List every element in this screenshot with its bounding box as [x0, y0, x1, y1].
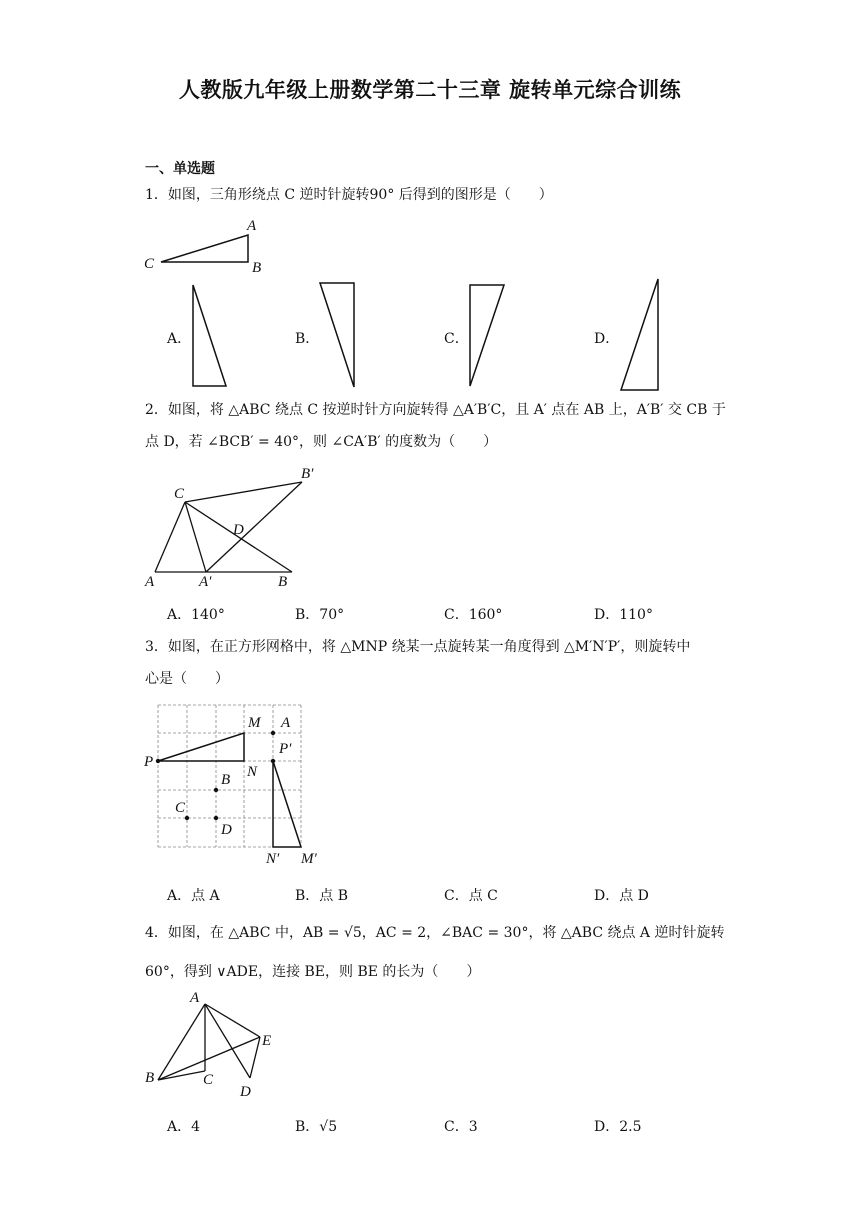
q2-option-b[interactable]: B．70° — [295, 607, 345, 623]
q3-option-c[interactable]: C．点 C — [444, 888, 498, 904]
q2-option-c[interactable]: C．160° — [444, 607, 503, 623]
q1-label-a: A — [247, 218, 257, 234]
q3-label-m: M — [248, 715, 261, 731]
q4-option-d[interactable]: D．2.5 — [594, 1119, 642, 1135]
q2-stem-line2: 点 D，若 ∠BCB′ = 40°，则 ∠CA′B′ 的度数为（ ） — [145, 434, 498, 450]
q3-stem-line1: 3．如图，在正方形网格中，将 △MNP 绕某一点旋转某一角度得到 △M′N′P′，则旋转中 — [145, 639, 691, 655]
q2-label-d: D — [233, 522, 244, 538]
page-title: 人教版九年级上册数学第二十三章 旋转单元综合训练 — [178, 77, 682, 102]
q3-option-d[interactable]: D．点 D — [594, 888, 649, 904]
q2-figure — [140, 460, 330, 592]
q1-option-b[interactable]: B． — [295, 331, 320, 347]
q1-stem: 1．如图，三角形绕点 C 逆时针旋转90° 后得到的图形是（ ） — [145, 187, 553, 203]
q1-option-a-figure — [190, 283, 230, 389]
q4-option-b[interactable]: B．√5 — [295, 1119, 338, 1135]
q4-label-b: B — [145, 1070, 155, 1086]
q2-label-b: B — [278, 574, 288, 590]
q2-label-a1: A′ — [199, 574, 212, 590]
q2-label-a: A — [145, 574, 155, 590]
q3-option-b[interactable]: B．点 B — [295, 888, 349, 904]
q4-option-c[interactable]: C．3 — [444, 1119, 478, 1135]
q3-option-a[interactable]: A．点 A — [167, 888, 220, 904]
q3-label-m1: M′ — [301, 851, 317, 867]
q3-label-b: B — [221, 772, 231, 788]
q4-stem-line2: 60°，得到 ∨ADE，连接 BE，则 BE 的长为（ ） — [145, 964, 481, 980]
q3-label-p: P — [144, 754, 154, 770]
q1-option-a[interactable]: A． — [167, 331, 192, 347]
q4-figure — [140, 988, 280, 1104]
q4-label-a: A — [190, 990, 200, 1006]
q2-label-b1: B′ — [301, 466, 314, 482]
q2-stem-line1: 2．如图，将 △ABC 绕点 C 按逆时针方向旋转得 △A′B′C，且 A′ 点在 AB 上，A′B′ 交 CB 于 — [145, 402, 726, 418]
q3-label-a: A — [281, 715, 291, 731]
q1-option-c[interactable]: C． — [444, 331, 469, 347]
q3-stem-line2: 心是（ ） — [145, 671, 229, 687]
q4-label-d: D — [240, 1084, 251, 1100]
section-heading: 一、单选题 — [145, 161, 215, 177]
q3-label-d: D — [221, 822, 232, 838]
q1-option-c-figure — [467, 283, 507, 389]
q3-label-p1: P′ — [279, 741, 292, 757]
q3-label-n: N — [247, 764, 258, 780]
q4-option-a[interactable]: A．4 — [167, 1119, 201, 1135]
q3-figure — [140, 700, 330, 868]
q3-label-c: C — [175, 800, 186, 816]
q2-label-c: C — [174, 486, 185, 502]
q3-label-n1: N′ — [266, 851, 280, 867]
q1-figure — [140, 210, 270, 280]
q4-label-e: E — [262, 1033, 272, 1049]
q2-option-d[interactable]: D．110° — [594, 607, 653, 623]
q1-label-c: C — [144, 256, 155, 272]
q1-option-d[interactable]: D． — [594, 331, 620, 347]
q1-option-d-figure — [618, 277, 662, 393]
q4-stem-line1: 4．如图，在 △ABC 中，AB = √5，AC = 2，∠BAC = 30°，将 △ABC 绕点 A 逆时针旋转 — [145, 925, 725, 941]
q1-option-b-figure — [318, 282, 358, 390]
q1-label-b: B — [252, 260, 262, 276]
q4-label-c: C — [203, 1072, 214, 1088]
q2-option-a[interactable]: A．140° — [167, 607, 225, 623]
